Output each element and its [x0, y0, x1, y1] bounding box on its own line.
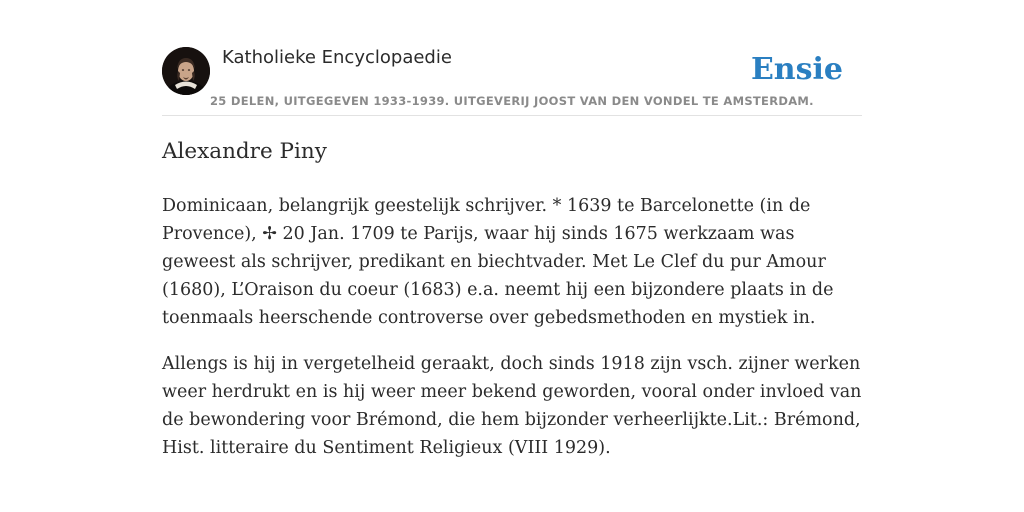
article-paragraph: Dominicaan, belangrijk geestelijk schrijver. * 1639 te Barcelonette (in de Provence), ✢ 20 Jan. 1709 te Parijs, waar hij sinds 1675 werkzaam was geweest als schrijver, predikant en biechtvader. Met Le Clef du pur Amour (1680), L’Oraison du coeur (1683) e.a. neemt hij een bijzondere plaats in de toenmaals heerschende controverse over gebedsmethoden en mystiek in.: [162, 196, 834, 328]
brand-logo-link[interactable]: Ensie: [750, 52, 843, 87]
encyclopedia-portrait-avatar[interactable]: [162, 47, 210, 95]
article-body: [162, 192, 867, 480]
header-divider: [162, 115, 862, 116]
site-header: [162, 44, 862, 116]
source-title[interactable]: Katholieke Encyclopaedie: [222, 47, 452, 68]
article-title: Alexandre Piny: [162, 139, 327, 164]
article-paragraph: Allengs is hij in vergetelheid geraakt, doch sinds 1918 zijn vsch. zijner werken weer herdrukt en is hij weer meer bekend geworden, vooral onder invloed van de bewondering voor Brémond, die hem bijzonder verheerlijkte.Lit.: Brémond, Hist. litteraire du Sentiment Religieux (VIII 1929).: [162, 354, 862, 458]
source-subtitle: 25 DELEN, UITGEGEVEN 1933-1939. UITGEVERIJ JOOST VAN DEN VONDEL TE AMSTERDAM.: [210, 94, 814, 108]
